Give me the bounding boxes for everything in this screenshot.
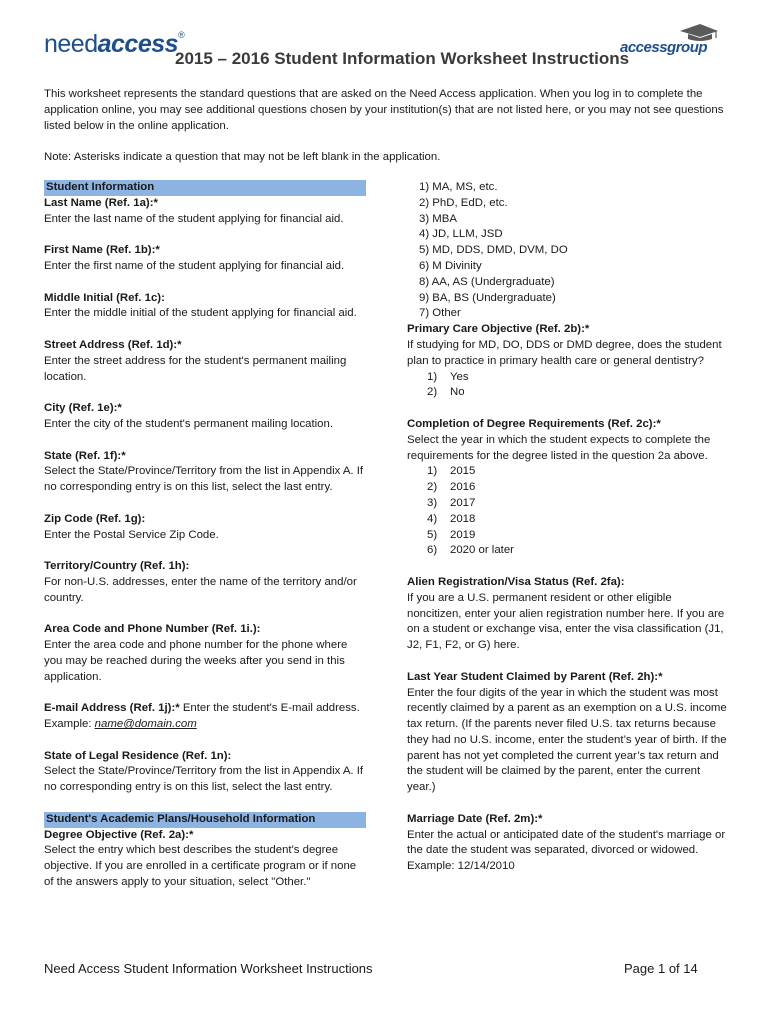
- list-item: 5) MD, DDS, DMD, DVM, DO: [419, 244, 568, 257]
- primary-care-options: [407, 370, 729, 402]
- section-header-academic-plans: Student's Academic Plans/Household Information: [44, 812, 366, 828]
- field-description: Enter the first name of the student applying for financial aid.: [44, 259, 345, 272]
- note-paragraph: Note: Asterisks indicate a question that may not be left blank in the application.: [44, 151, 441, 163]
- logo-left-bold: access: [97, 30, 179, 58]
- field-primary-care: [407, 322, 729, 401]
- field-description: Select the State/Province/Territory from the list in Appendix A. If no corresponding entry is on this list, select the last entry.: [44, 465, 364, 494]
- email-example-link[interactable]: name@domain.com: [94, 718, 197, 731]
- intro-paragraph: This worksheet represents the standard questions that are asked on the Need Access application. When you log in to complete the application online, you may see additional questions chosen by your institution(s) that are not listed here, or you may not see questions listed below in the online application.: [44, 88, 724, 132]
- field-state: [44, 449, 366, 496]
- field-label: Middle Initial (Ref. 1c):: [44, 291, 165, 304]
- field-description: Enter the actual or anticipated date of the student's marriage or the date the student was separated, divorced or widowed.: [407, 828, 726, 857]
- list-item: 1) Yes: [427, 370, 469, 383]
- field-label: Completion of Degree Requirements (Ref. 2c):*: [407, 417, 661, 430]
- field-description: Enter the middle initial of the student applying for financial aid.: [44, 307, 357, 320]
- list-item: 5) 2019: [427, 528, 476, 541]
- list-item: 4) 2018: [427, 512, 476, 525]
- field-description: Select the year in which the student expects to complete the requirements for the degree listed in the question 2a above.: [407, 433, 711, 462]
- field-label: Alien Registration/Visa Status (Ref. 2fa):: [407, 575, 625, 588]
- field-label: Last Year Student Claimed by Parent (Ref. 2h):*: [407, 670, 663, 683]
- field-middle-initial: [44, 291, 366, 323]
- list-item: 1) MA, MS, etc.: [419, 181, 498, 193]
- field-street-address: [44, 338, 366, 385]
- section-header-student-info: Student Information: [44, 180, 366, 196]
- right-column: [407, 180, 729, 891]
- field-description: For non-U.S. addresses, enter the name of the territory and/or country.: [44, 575, 357, 604]
- needaccess-logo: [44, 30, 184, 59]
- field-description: Enter the city of the student's permanent mailing location.: [44, 417, 333, 430]
- field-label: E-mail Address (Ref. 1j):*: [44, 702, 180, 715]
- field-first-name: [44, 243, 366, 275]
- field-city: [44, 401, 366, 433]
- logo-left-light: need: [44, 30, 98, 58]
- field-zip-code: [44, 512, 366, 544]
- list-item: 3) 2017: [427, 496, 476, 509]
- field-alien-registration: [407, 575, 729, 654]
- logo-left-mark: ®: [178, 30, 185, 40]
- list-item: 1) 2015: [427, 465, 476, 478]
- email-example-prefix: Example:: [44, 718, 95, 731]
- field-description: Enter the last name of the student applying for financial aid.: [44, 212, 344, 225]
- list-item: 2) 2016: [427, 481, 476, 494]
- degree-options-list: [407, 180, 729, 322]
- field-label: State (Ref. 1f):*: [44, 449, 126, 462]
- list-item: 8) AA, AS (Undergraduate): [419, 275, 555, 288]
- field-description: Enter the four digits of the year in which the student was most recently claimed by a parent as an exemption on a U.S. income tax return. (If the parents never filed U.S. tax returns because they had no U.S. income, enter the student’s year of birth. If the parent has not yet completed the current year’s tax return and the student will be claimed by the parent, enter the current year.): [407, 686, 727, 794]
- field-label: First Name (Ref. 1b):*: [44, 244, 160, 257]
- field-last-year-claimed: [407, 670, 729, 796]
- list-item: 2) PhD, EdD, etc.: [419, 196, 508, 209]
- list-item: 6) M Divinity: [419, 259, 482, 272]
- list-item: 2) No: [427, 386, 465, 399]
- field-label: Street Address (Ref. 1d):*: [44, 338, 182, 351]
- left-column: [44, 180, 366, 907]
- list-item: 6) 2020 or later: [427, 544, 514, 557]
- field-label: Zip Code (Ref. 1g):: [44, 512, 146, 525]
- list-item: 7) Other: [419, 307, 461, 320]
- field-label: Last Name (Ref. 1a):*: [44, 196, 158, 209]
- field-degree-objective: [44, 828, 366, 891]
- field-description: Select the State/Province/Territory from the list in Appendix A. If no corresponding entry is on this list, select the last entry.: [44, 765, 364, 794]
- field-description: If studying for MD, DO, DDS or DMD degree, does the student plan to practice in primary health care or general dentistry?: [407, 338, 722, 367]
- completion-year-options: [407, 464, 729, 559]
- page-number: Page 1 of 14: [624, 961, 698, 976]
- field-description: Select the entry which best describes the student's degree objective. If you are enrolled in a certificate program or if none of the answers apply to your situation, select "Other.": [44, 844, 357, 889]
- field-label: Marriage Date (Ref. 2m):*: [407, 812, 543, 825]
- field-label: State of Legal Residence (Ref. 1n):: [44, 749, 232, 762]
- logo-right-text: accessgroup: [620, 39, 708, 56]
- list-item: 9) BA, BS (Undergraduate): [419, 291, 556, 304]
- field-label: Territory/Country (Ref. 1h):: [44, 560, 190, 573]
- field-label: Primary Care Objective (Ref. 2b):*: [407, 323, 590, 336]
- page-title: 2015 – 2016 Student Information Worksheet Instructions: [175, 49, 630, 68]
- field-last-name: [44, 196, 366, 228]
- field-label: City (Ref. 1e):*: [44, 402, 122, 415]
- field-phone-number: [44, 622, 366, 685]
- field-description: Enter the Postal Service Zip Code.: [44, 528, 219, 541]
- field-legal-residence: [44, 749, 366, 796]
- list-item: 4) JD, LLM, JSD: [419, 228, 503, 241]
- field-degree-completion: [407, 417, 729, 559]
- accessgroup-logo: [620, 24, 720, 64]
- field-description: Enter the area code and phone number for the phone where you may be reached during the weeks after you send in this application.: [44, 639, 348, 683]
- field-description: If you are a U.S. permanent resident or other eligible noncitizen, enter your alien registration number here. If you are on a student or exchange visa, enter the visa classification (J1, J2, F1, F2, or G) here.: [407, 591, 725, 652]
- field-example: Example: 12/14/2010: [407, 860, 515, 873]
- field-label: Degree Objective (Ref. 2a):*: [44, 828, 194, 841]
- field-description: Enter the street address for the student's permanent mailing location.: [44, 354, 347, 383]
- field-marriage-date: [407, 812, 729, 875]
- field-description: Enter the student's E-mail address.: [179, 702, 360, 715]
- field-email: [44, 701, 366, 733]
- list-item: 3) MBA: [419, 212, 457, 225]
- field-territory-country: [44, 559, 366, 606]
- field-label: Area Code and Phone Number (Ref. 1i.):: [44, 623, 261, 636]
- footer-title: Need Access Student Information Worksheet Instructions: [44, 961, 373, 976]
